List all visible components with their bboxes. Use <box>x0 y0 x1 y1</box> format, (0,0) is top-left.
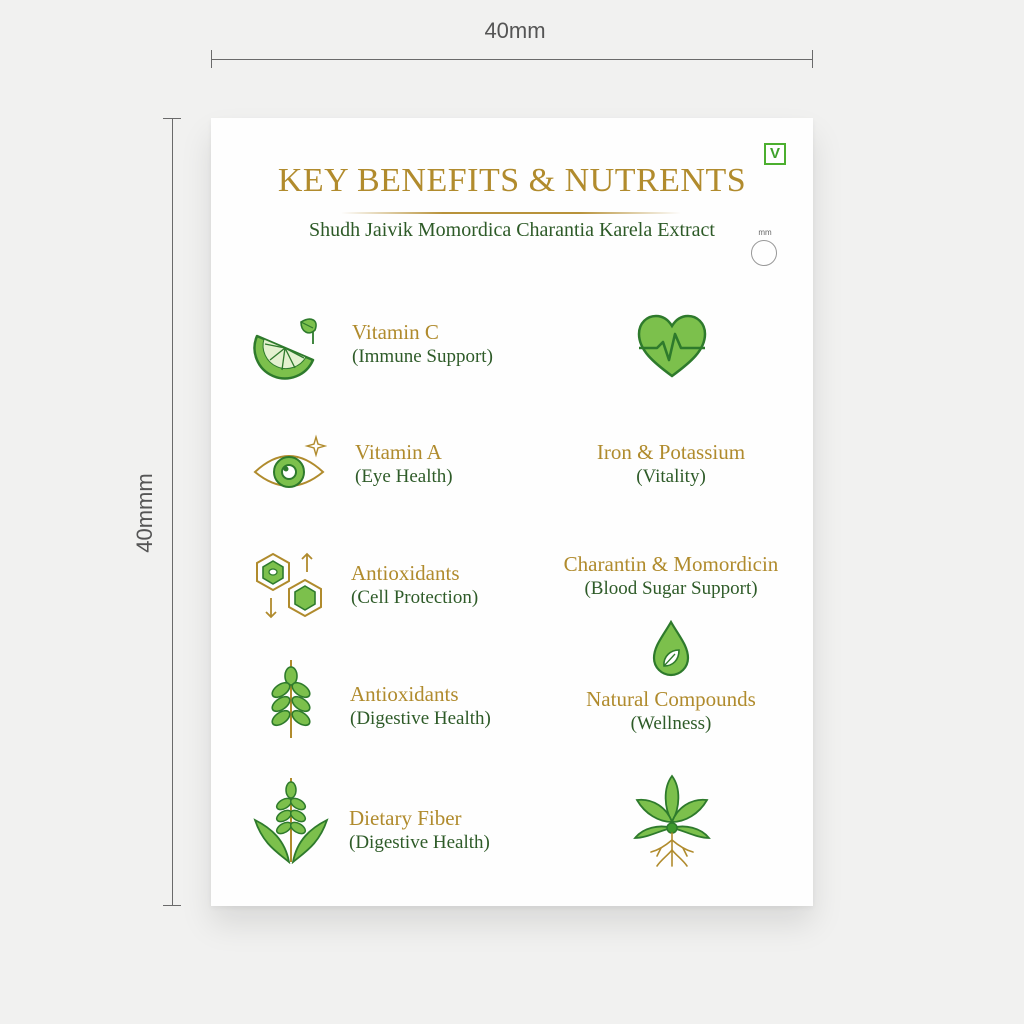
eye-icon <box>251 434 327 494</box>
height-dimension-label: 40mmm <box>132 473 157 553</box>
benefit-iron-potassium <box>521 440 821 489</box>
hexagon-molecule-icon <box>251 550 327 622</box>
benefit-subtitle: (Digestive Health) <box>349 832 490 853</box>
benefit-title: Vitamin A <box>355 440 442 464</box>
label-subtitle: Shudh Jaivik Momordica Charantia Karela Extract <box>309 219 715 241</box>
benefit-dietary-fiber <box>349 806 490 855</box>
benefit-subtitle: (Wellness) <box>630 713 712 734</box>
leaf-drop-icon <box>651 620 691 678</box>
label-card <box>211 118 813 906</box>
wheat-leaves-icon <box>253 776 329 864</box>
benefit-natural-compounds <box>521 687 821 736</box>
title-divider <box>341 212 681 214</box>
benefit-antioxidants-cell <box>351 561 478 610</box>
veg-mark-icon: V <box>764 143 786 165</box>
benefit-title: Vitamin C <box>352 320 439 344</box>
benefit-subtitle: (Vitality) <box>636 466 706 487</box>
benefit-title: Natural Compounds <box>586 687 756 711</box>
benefit-vitamin-a <box>355 440 453 489</box>
benefit-subtitle: (Cell Protection) <box>351 587 479 608</box>
benefit-subtitle: (Eye Health) <box>355 466 453 487</box>
lime-slice-icon <box>251 314 325 384</box>
width-dimension-line <box>211 50 813 70</box>
benefit-title: Iron & Potassium <box>596 440 746 464</box>
height-dimension-line <box>163 118 183 906</box>
plant-roots-icon <box>631 772 713 870</box>
benefit-title: Dietary Fiber <box>349 806 462 830</box>
mm-mark-text: mm <box>758 228 772 237</box>
benefit-subtitle: (Blood Sugar Support) <box>584 578 758 599</box>
wheat-icon <box>269 658 313 740</box>
benefit-subtitle: (Immune Support) <box>352 346 493 367</box>
benefit-title: Antioxidants <box>351 561 460 585</box>
label-title: KEY BENEFITS & NUTRENTS <box>277 162 747 199</box>
benefit-title: Charantin & Momordicin <box>563 552 779 576</box>
benefit-antioxidants-digestive <box>350 682 491 731</box>
benefit-vitamin-c <box>352 320 493 369</box>
width-dimension-label: 40mm <box>484 18 546 43</box>
benefit-title: Antioxidants <box>350 682 459 706</box>
benefit-charantin-momordicin <box>521 552 821 601</box>
benefit-subtitle: (Digestive Health) <box>350 708 491 729</box>
heart-pulse-icon <box>635 312 709 380</box>
